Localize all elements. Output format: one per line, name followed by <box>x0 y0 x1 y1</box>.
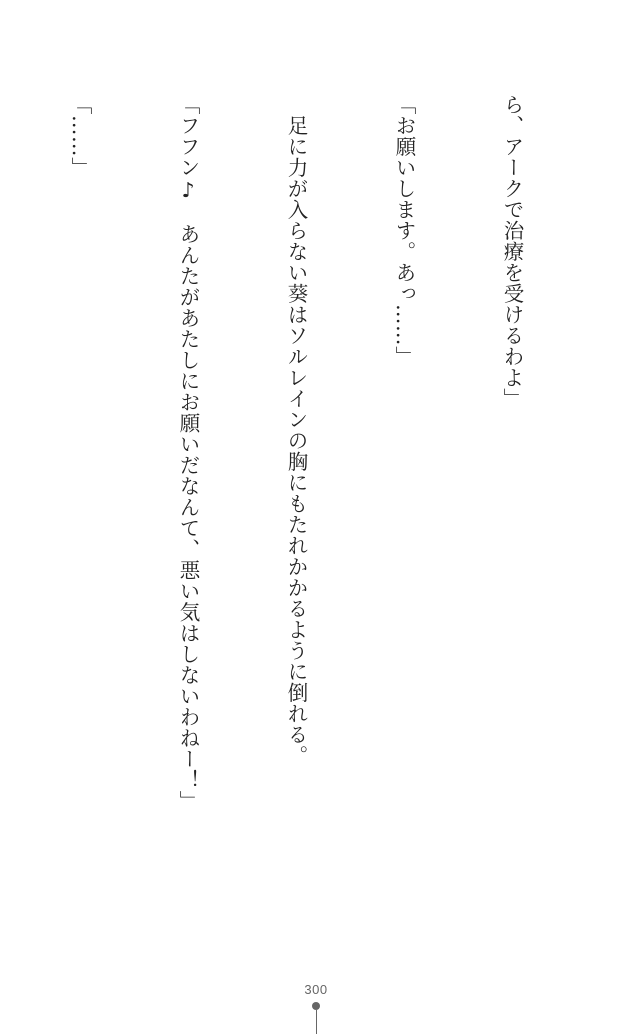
page-number: 300 <box>304 982 328 997</box>
text-line: ら、アークで治療を受けるわよ」 <box>500 94 524 409</box>
marker-dot <box>312 1002 320 1010</box>
text-line: 「お願いします。あっ……」 <box>392 94 416 367</box>
marker-line <box>316 1010 317 1034</box>
vertical-text-body <box>36 94 602 954</box>
text-line: 「フフン♪ あんたがあたしにお願いだなんて、悪い気はしないわねー！」 <box>176 94 200 812</box>
text-line: 「……」 <box>68 94 92 178</box>
page-marker-icon <box>310 1002 322 1034</box>
text-line: 足に力が入らない葵はソルレインの胸にもたれかかるように倒れる。 <box>284 94 308 766</box>
